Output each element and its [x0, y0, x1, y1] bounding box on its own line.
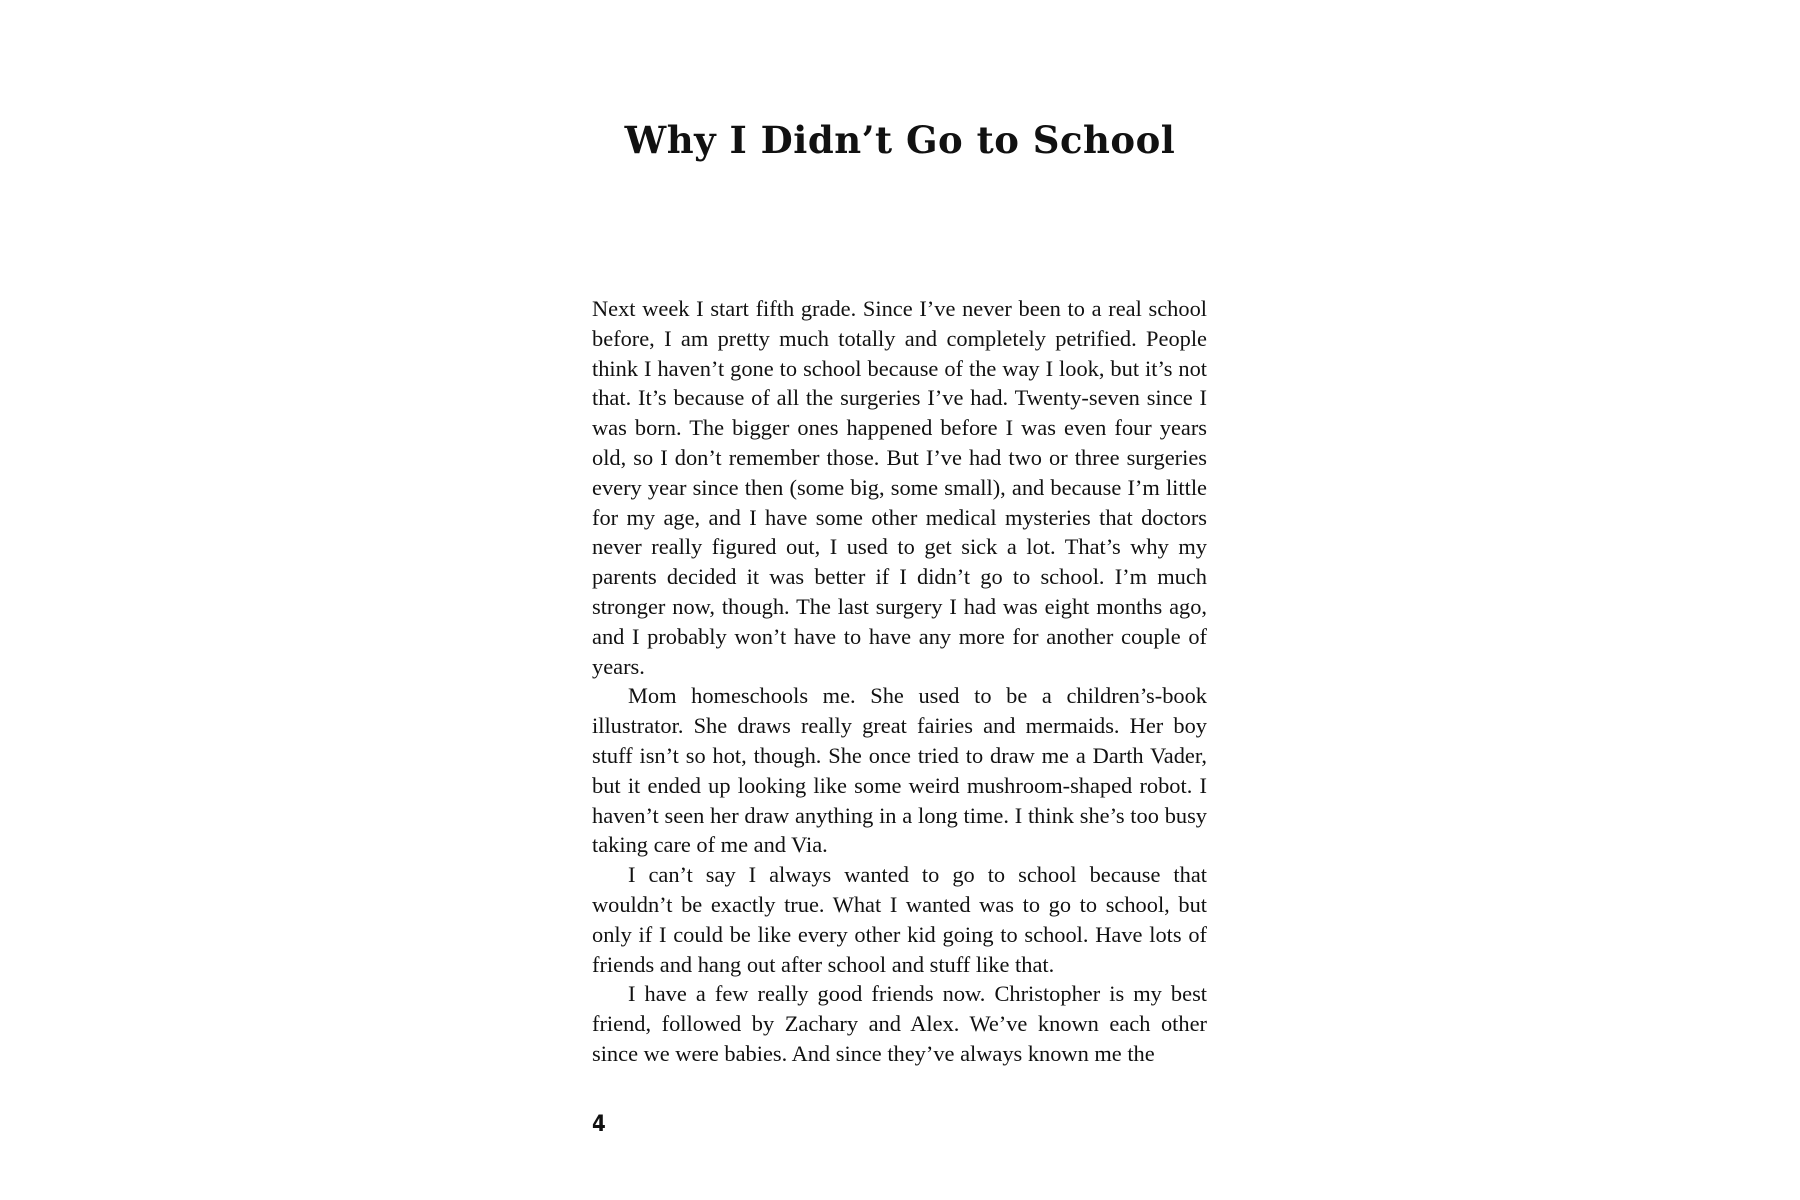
- paragraph: I can’t say I always wanted to go to school because that wouldn’t be exactly true. What I wanted was to go to school, but only if I could be like every other kid going to school. Have lots of friends and hang out after school and stuff like that.: [592, 862, 1207, 977]
- paragraph: I have a few really good friends now. Christopher is my best friend, followed by Zachary and Alex. We’ve known each other since we were babies. And since they’ve always known me the: [592, 981, 1207, 1066]
- chapter-title: Why I Didn’t Go to School: [624, 118, 1176, 162]
- body-text: [592, 294, 1207, 1069]
- paragraph: Next week I start fifth grade. Since I’ve never been to a real school before, I am pretty much totally and completely petrified. People think I haven’t gone to school because of the way I look, but it’s not that. It’s because of all the surgeries I’ve had. Twenty-seven since I was born. The bigger ones happened before I was even four years old, so I don’t remember those. But I’ve had two or three surgeries every year since then (some big, some small), and because I’m little for my age, and I have some other medical mysteries that doctors never really figured out, I used to get sick a lot. That’s why my parents decided it was better if I didn’t go to school. I’m much stronger now, though. The last surgery I had was eight months ago, and I probably won’t have to have any more for another couple of years.: [592, 296, 1207, 679]
- page-number: 4: [592, 1112, 606, 1137]
- paragraph: Mom homeschools me. She used to be a children’s-book illustrator. She draws really great fairies and mermaids. Her boy stuff isn’t so hot, though. She once tried to draw me a Darth Vader, but it ended up looking like some weird mushroom-shaped robot. I haven’t seen her draw anything in a long time. I think she’s too busy taking care of me and Via.: [592, 683, 1207, 858]
